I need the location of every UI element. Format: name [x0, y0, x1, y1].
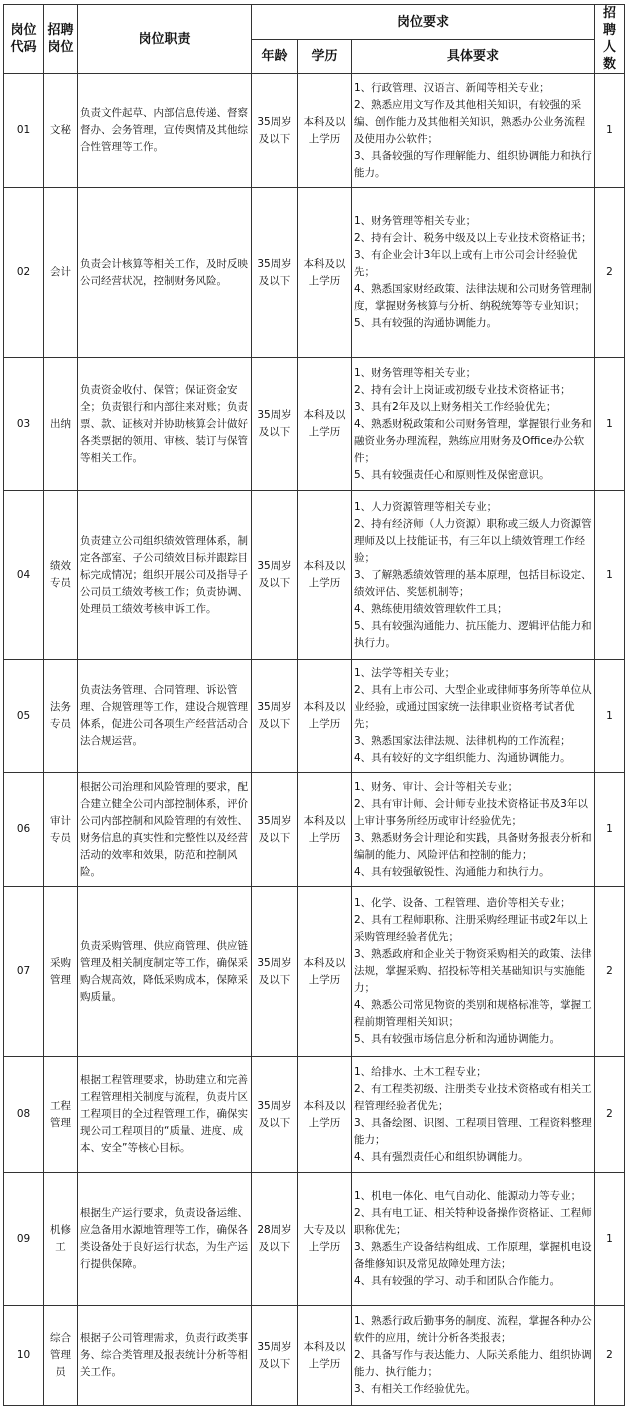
table-row [4, 1306, 625, 1406]
table-body [4, 74, 625, 1406]
cell-count: 1 [595, 491, 625, 660]
header-age: 年龄 [252, 40, 298, 74]
cell-age: 35周岁及以下 [252, 773, 298, 887]
cell-duty: 负责资金收付、保管；保证资金安全；负责银行和内部往来对账；负责票、款、证核对并协助核算会计做好各类票据的领用、审核、装订与保管等相关工作。 [78, 358, 252, 491]
requirement-line: 1、化学、设备、工程管理、造价等相关专业； [354, 897, 571, 909]
cell-age: 35周岁及以下 [252, 1306, 298, 1406]
requirement-line: 1、行政管理、汉语言、新闻等相关专业； [354, 81, 550, 94]
cell-age: 35周岁及以下 [252, 358, 298, 491]
cell-age: 35周岁及以下 [252, 74, 298, 188]
requirement-line: 2、具有电工证、相关特种设备操作资格证、工程师职称优先； [354, 1207, 592, 1236]
requirement-line: 4、熟悉财税政策和公司财务管理，掌握银行业务和融资业务办理流程，熟练应用财务及Office办公软件； [354, 417, 592, 464]
cell-count: 1 [595, 358, 625, 491]
cell-duty: 根据子公司管理需求，负责行政类事务、综合类管理及报表统计分析等相关工作。 [78, 1306, 252, 1406]
cell-age: 35周岁及以下 [252, 887, 298, 1057]
requirement-line: 1、机电一体化、电气自动化、能源动力等专业； [354, 1190, 582, 1202]
requirement-line: 3、具备较强的写作理解能力、组织协调能力和执行能力。 [354, 149, 592, 179]
requirement-line: 5、具有较强市场信息分析和沟通协调能力。 [354, 1033, 561, 1045]
cell-post: 法务专员 [44, 660, 78, 773]
requirement-line: 3、熟悉财务会计理论和实践，具备财务报表分析和编制的能力、风险评估和控制的能力； [354, 831, 592, 861]
requirement-line: 3、了解熟悉绩效管理的基本原理，包括目标设定、绩效评估、奖惩机制等； [354, 568, 592, 598]
cell-requirements [352, 188, 595, 358]
cell-post: 机修工 [44, 1173, 78, 1306]
header-specific: 具体要求 [352, 40, 595, 74]
cell-requirements [352, 74, 595, 188]
cell-duty: 负责采购管理、供应商管理、供应链管理及相关制度制定等工作，确保采购合规高效，降低采购成本，保障采购质量。 [78, 887, 252, 1057]
cell-education: 本科及以上学历 [298, 1057, 352, 1173]
cell-education: 本科及以上学历 [298, 1306, 352, 1406]
cell-duty: 根据生产运行要求，负责设备运维、应急备用水源地管理等工作，确保各类设备处于良好运行状态，为生产运行提供保障。 [78, 1173, 252, 1306]
cell-count: 1 [595, 660, 625, 773]
requirement-line: 2、持有会计、税务中级及以上专业技术资格证书； [354, 232, 592, 244]
cell-code: 07 [4, 887, 44, 1057]
cell-count: 2 [595, 1306, 625, 1406]
requirement-line: 4、熟练使用绩效管理软件工具； [354, 602, 508, 615]
cell-requirements [352, 358, 595, 491]
requirement-line: 2、熟悉应用文写作及其他相关知识，有较强的采编、创作能力及其他相关知识，熟悉办公业务流程及使用办公软件； [354, 98, 585, 145]
table-row [4, 773, 625, 887]
cell-requirements [352, 887, 595, 1057]
requirement-line: 4、具有较强的学习、动手和团队合作能力。 [354, 1275, 561, 1287]
requirement-line: 4、具有较好的文字组织能力、沟通协调能力。 [354, 752, 571, 764]
header-post: 招聘岗位 [44, 5, 78, 74]
requirement-line: 1、人力资源管理等相关专业； [354, 500, 498, 513]
table-row [4, 660, 625, 773]
cell-post: 会计 [44, 188, 78, 358]
requirement-line: 1、财务管理等相关专业； [354, 366, 477, 379]
cell-requirements [352, 491, 595, 660]
requirement-line: 3、具备绘图、识图、工程项目管理、工程资料整理能力； [354, 1116, 592, 1146]
cell-post: 文秘 [44, 74, 78, 188]
requirement-line: 4、具有较强敏锐性、沟通能力和执行力。 [354, 865, 550, 878]
requirement-line: 3、有相关工作经验优先。 [354, 1383, 477, 1395]
cell-post: 审计专员 [44, 773, 78, 887]
cell-count: 1 [595, 74, 625, 188]
requirement-line: 1、熟悉行政后勤事务的制度、流程，掌握各种办公软件的应用，统计分析各类报表； [354, 1315, 592, 1344]
cell-count: 2 [595, 1057, 625, 1173]
requirement-line: 2、具备写作与表达能力、人际关系能力、组织协调能力、执行能力； [354, 1349, 592, 1378]
requirement-line: 2、具有审计师、会计师专业技术资格证书及3年以上审计事务所经历或审计经验优先； [354, 797, 588, 827]
recruitment-table [3, 4, 625, 1406]
header-duty: 岗位职责 [78, 5, 252, 74]
cell-education: 本科及以上学历 [298, 358, 352, 491]
cell-requirements [352, 660, 595, 773]
cell-post: 综合管理员 [44, 1306, 78, 1406]
cell-duty: 根据公司治理和风险管理的要求，配合建立健全公司内部控制体系，评价公司内部控制和风险管理的有效性、财务信息的真实性和完整性以及经营活动的效率和效果，防范和控制风险。 [78, 773, 252, 887]
requirement-line: 3、有企业会计3年以上或有上市公司会计经验优先； [354, 249, 578, 278]
requirement-line: 2、有工程类初级、注册类专业技术资格或有相关工程管理经验者优先； [354, 1082, 592, 1112]
cell-education: 本科及以上学历 [298, 188, 352, 358]
table-row [4, 74, 625, 188]
header-requirements: 岗位要求 [252, 5, 595, 40]
table-row [4, 1057, 625, 1173]
requirement-line: 1、财务管理等相关专业； [354, 215, 477, 227]
cell-count: 2 [595, 887, 625, 1057]
requirement-line: 2、具有工程师职称、注册采购经理证书或2年以上采购管理经验者优先； [354, 914, 588, 943]
cell-age: 35周岁及以下 [252, 188, 298, 358]
cell-code: 03 [4, 358, 44, 491]
requirement-line: 4、具有强烈责任心和组织协调能力。 [354, 1150, 529, 1163]
cell-education: 本科及以上学历 [298, 887, 352, 1057]
cell-requirements [352, 1173, 595, 1306]
cell-duty: 负责法务管理、合同管理、诉讼管理、合规管理等工作，建设合规管理体系，促进公司各项生产经营活动合法合规运营。 [78, 660, 252, 773]
cell-duty: 负责建立公司组织绩效管理体系，制定各部室、子公司绩效目标并跟踪目标完成情况；组织开展公司及指导子公司员工绩效考核工作；负责协调、处理员工绩效考核申诉工作。 [78, 491, 252, 660]
requirement-line: 5、具有较强责任心和原则性及保密意识。 [354, 468, 550, 481]
requirement-line: 3、具有2年及以上财务相关工作经验优先； [354, 400, 557, 413]
table-row [4, 188, 625, 358]
cell-count: 2 [595, 188, 625, 358]
requirement-line: 2、具有上市公司、大型企业或律师事务所等单位从业经验，或通过国家统一法律职业资格考试者优先； [354, 684, 592, 730]
table-row [4, 1173, 625, 1306]
cell-code: 02 [4, 188, 44, 358]
requirement-line: 4、熟悉国家财经政策、法律法规和公司财务管理制度，掌握财务核算与分析、纳税统筹等专业知识； [354, 283, 592, 312]
cell-education: 本科及以上学历 [298, 660, 352, 773]
cell-education: 本科及以上学历 [298, 773, 352, 887]
table-row [4, 358, 625, 491]
cell-requirements [352, 773, 595, 887]
cell-code: 01 [4, 74, 44, 188]
cell-post: 出纳 [44, 358, 78, 491]
cell-duty: 根据工程管理要求，协助建立和完善工程管理相关制度与流程，负责片区工程项目的全过程管理工作，确保实现公司工程项目的“质量、进度、成本、安全”等核心目标。 [78, 1057, 252, 1173]
cell-education: 本科及以上学历 [298, 74, 352, 188]
header-count: 招聘人数 [595, 5, 625, 74]
requirement-line: 2、持有会计上岗证或初级专业技术资格证书； [354, 383, 571, 396]
cell-age: 35周岁及以下 [252, 491, 298, 660]
requirement-line: 4、熟悉公司常见物资的类别和规格标准等，掌握工程前期管理相关知识； [354, 999, 592, 1028]
cell-duty: 负责会计核算等相关工作，及时反映公司经营状况，控制财务风险。 [78, 188, 252, 358]
cell-code: 06 [4, 773, 44, 887]
cell-code: 04 [4, 491, 44, 660]
cell-code: 09 [4, 1173, 44, 1306]
header-education: 学历 [298, 40, 352, 74]
header-code: 岗位代码 [4, 5, 44, 74]
requirement-line: 5、具有较强的沟通协调能力。 [354, 317, 498, 329]
cell-requirements [352, 1306, 595, 1406]
cell-count: 1 [595, 773, 625, 887]
cell-age: 28周岁及以下 [252, 1173, 298, 1306]
cell-count: 1 [595, 1173, 625, 1306]
requirement-line: 2、持有经济师（人力资源）职称或三级人力资源管理师及以上技能证书，有三年以上绩效管理工作经验； [354, 517, 592, 564]
requirement-line: 3、熟悉国家法律法规、法律机构的工作流程； [354, 735, 571, 747]
cell-code: 08 [4, 1057, 44, 1173]
cell-age: 35周岁及以下 [252, 1057, 298, 1173]
requirement-line: 3、熟悉政府和企业关于物资采购相关的政策、法律法规，掌握采购、招投标等相关基础知识与实施能力； [354, 948, 592, 994]
cell-requirements [352, 1057, 595, 1173]
table-row [4, 887, 625, 1057]
cell-code: 10 [4, 1306, 44, 1406]
requirement-line: 1、法学等相关专业； [354, 667, 456, 679]
cell-education: 本科及以上学历 [298, 491, 352, 660]
cell-duty: 负责文件起草、内部信息传递、督察督办、会务管理，宣传舆情及其他综合性管理等工作。 [78, 74, 252, 188]
cell-education: 大专及以上学历 [298, 1173, 352, 1306]
requirement-line: 5、具有较强沟通能力、抗压能力、逻辑评估能力和执行力。 [354, 619, 592, 649]
requirement-line: 3、熟悉生产设备结构组成、工作原理，掌握机电设备维修知识及常见故障处理方法； [354, 1241, 592, 1270]
cell-age: 35周岁及以下 [252, 660, 298, 773]
cell-post: 采购管理 [44, 887, 78, 1057]
cell-code: 05 [4, 660, 44, 773]
requirement-line: 1、财务、审计、会计等相关专业； [354, 780, 519, 793]
cell-post: 绩效专员 [44, 491, 78, 660]
table-row [4, 491, 625, 660]
requirement-line: 1、给排水、土木工程专业； [354, 1065, 487, 1078]
cell-post: 工程管理 [44, 1057, 78, 1173]
